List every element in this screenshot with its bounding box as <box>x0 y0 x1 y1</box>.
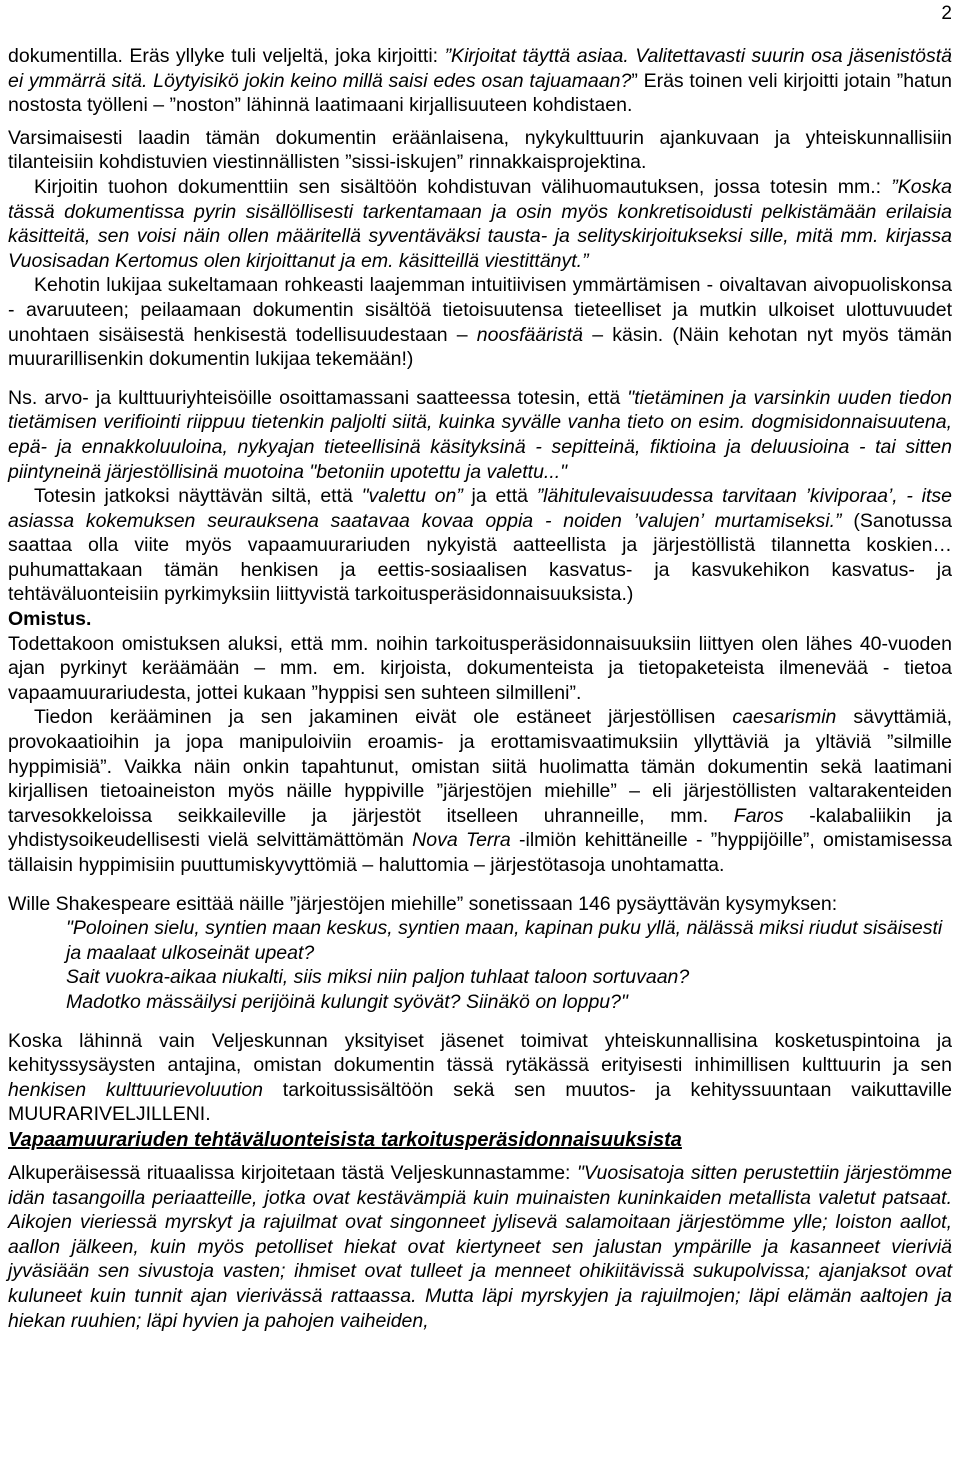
text-run: ” Eräs toinen veli kirjoitti jotain ”hatun nostosta työlleni – ”noston” lähinnä laatimaani kirjallisuuteen kohdistaen. <box>8 69 952 117</box>
italic-text: caesarismin <box>732 706 837 729</box>
text-run: -kalabaliikin ja yhdistysoikeudellisesti vielä selvittämättömän <box>8 804 952 852</box>
paragraph <box>8 484 952 607</box>
paragraph <box>8 273 952 371</box>
section-heading: Vapaamuurariuden tehtäväluonteisista tarkoitusperäsidonnaisuuksista <box>8 1128 682 1151</box>
italic-text: noosfääristä <box>476 323 584 346</box>
quote-line: "Poloinen sielu, syntien maan keskus, syntien maan, kapinan puku yllä, nälässä miksi riudut sisäisesti ja maalaat ulkoseinät upeat? <box>66 917 943 964</box>
sonnet-quote <box>66 916 952 1014</box>
text-run: Kirjoitin tuohon dokumenttiin sen sisältöön kohdistuvan välihuomautuksen, jossa totesin mm.: <box>34 175 892 198</box>
text-run: (Sanotussa saattaa olla viite myös vapaamuurariuden nykyistä aatteellista ja järjestöllistä tilannetta koskien… puhumattakaan tämän henkisen ja eettis-sosiaalisen kasvatus- ja kasvukehikon kasvatus- ja tehtäväluonteisiin pyrkimyksiin liittyvistä tarkoitusperäsidonnaisuuksista.) <box>8 509 952 606</box>
paragraph <box>8 705 952 877</box>
quote-line: Sait vuokra-aikaa niukalti, siis miksi niin paljon tuhlaat taloon sortuvaan? <box>66 966 690 989</box>
paragraph <box>8 126 952 175</box>
section-title-omistus: Omistus. <box>8 608 92 631</box>
page-number: 2 <box>941 3 952 24</box>
text-run: dokumentilla. Eräs yllyke tuli veljeltä, joka kirjoitti: <box>8 45 445 67</box>
paragraph <box>8 175 952 273</box>
italic-text: ”Kirjoitat täyttä asiaa. Valitettavasti suurin osa jäsenistöstä ei ymmärrä sitä. Löytyisikö jokin keino millä saisi edes osan tajuamaan? <box>8 45 953 92</box>
text-run: Kehotin lukijaa sukeltamaan rohkeasti laajemman intuitiivisen ymmärtämisen - oivaltavan aivopuoliskonsa - avaruuteen; peilaamaan dokumentin sisältöä tietoisuutensa tieteelliset ja mutkin ulkoiset ulottuvuudet unohtaen sisäisestä henkisestä todellisuudestaan – <box>8 274 952 346</box>
text-run: tarkoitussisältöön sekä sen muutos- ja kehityssuuntaan vaikuttaville MUURARIVELJILLENI. <box>8 1078 953 1126</box>
italic-text: Faros <box>733 804 784 827</box>
italic-text: ”lähitulevaisuudessa tarvitaan ’kiviporaa’, - itse asiassa kokemuksen seurauksena saatavaa kovaa oppia - noiden ’valujen’ murtamiseksi.” <box>8 485 952 532</box>
text-run: Koska lähinnä vain Veljeskunnan yksityiset jäsenet toimivat yhteiskunnallisina kosketuspintoina ja kehityssysäysten antajina, omistan dokumentin tässä rytäkässä erityisesti inhimillisen kulttuurin ja sen <box>8 1029 952 1077</box>
paragraph <box>8 1029 952 1127</box>
text-run: ja että <box>462 485 537 508</box>
text-run: Alkuperäisessä rituaalissa kirjoitetaan tästä Veljeskunnastamme: <box>8 1161 577 1184</box>
text-run: Totesin jatkoksi näyttävän siltä, että <box>34 485 362 508</box>
text-run: Todettakoon omistuksen aluksi, että mm. noihin tarkoitusperäsidonnaisuuksiin liittyen olen lähes 40-vuoden ajan pyrkinyt keräämään – mm. em. kirjoista, dokumenteista ja tietopaketeista ilmenevää - tietoa vapaamuurariudesta, jottei kukaan ”hyppisi sen suhteen silmilleni”. <box>8 632 952 704</box>
paragraph <box>8 386 952 484</box>
italic-text: ”Koska tässä dokumentissa pyrin sisällöllisesti tarkentamaan ja osin myös konkretisoidusti pelkistämään erilaisia käsitteitä, sen voisi näin ollen määritellä syventäväksi tausta- ja selityskirjoitukseksi sille, mitä mm. kirjassa Vuosisadan Kertomus olen kirjoittanut ja em. käsitteillä viestittänyt.” <box>8 175 952 272</box>
italic-text: "Vuosisatoja sitten perustettiin järjestömme idän tasangoilla periaatteille, jotka ovat kestävämpiä kuin muinaisten kuninkaiden metallista valetut patsaat. Aikojen vieriessä myrskyt ja rajuilmat ovat singonneet jylisevä salamoitaan järjestömme ylle; loiston aallot, aallon jälkeen, kuin myös petolliset hiekat ovat kiertyneet sen jalustan ympärille ja kasanneet vieriviä jyväsiään sen sivustoja vasten; ihmiset ovat tulleet ja menneet ohikiitävissä sukupolvissa; ajanjaksot ovat kuluneet kuin tunnit ajan vierivässä rattaassa. Mutta läpi myrskyjen ja rajuilmojen; läpi elämän aaltojen ja hiekan ruuhien; läpi hyvien ja pahojen vaiheiden, <box>8 1161 952 1332</box>
italic-text: "valettu on” <box>361 485 463 508</box>
text-run: sävyttämiä, provokaatioihin ja jopa manipuloiviin eroamis- ja erottamisvaatimuksiin yllyttäviä ja yltäviä ”silmille hyppimisiä”. Vaikka näin onkin tapahtunut, omistan siitä huolimatta tämän dokumentin sekä laatimani kirjallisen tietoaineiston myös näille hyppiville ”järjestöjen miehille” – eli järjestöllisten valtarakenteiden tarvesokkeloissa seikkaileville ja järjestöt itselleen uhranneille, mm. <box>8 706 952 827</box>
text-run: Varsimaisesti laadin tämän dokumentin eräänlaisena, nykykulttuurin ajankuvaan ja yhteiskunnallisiin tilanteisiin kohdistuvien viestinnällisten ”sissi-iskujen” rinnakkaisprojektina. <box>8 126 952 174</box>
text-run: Tiedon kerääminen ja sen jakaminen eivät ole estäneet järjestöllisen <box>34 706 733 729</box>
text-run: – käsin. (Näin kehotan nyt myös tämän muurarillisenkin dokumentin lukijaa tekemään!) <box>8 323 952 371</box>
document-body <box>8 44 952 1333</box>
quote-line: Madotko mässäilysi perijöinä kulungit syövät? Siinäkö on loppu?" <box>66 990 628 1013</box>
text-run: -ilmiön kehittäneille - ”hyppijöille”, omistamisessa tällaisin hyppimisiin puuttumiskyvyttömiä – haluttomia – järjestötasoja unohtamatta. <box>8 829 952 876</box>
text-run: Ns. arvo- ja kulttuuriyhteisöille osoittamassani saatteessa totesin, että <box>8 386 628 409</box>
italic-text: "tietäminen ja varsinkin uuden tiedon tietämisen verifiointi riippuu tietenkin paljolti siitä, kuinka syvälle vanha tieto on esim. dogmisidonnaisuutena, epä- ja ennakkoluuloina, nykyajan tieteellisinä käsityksinä - sepitteinä, fiktioina ja deluusioina - tai sitten piintyneinä järjestöllisinä muotoina "betoniin upotettu ja valettu..." <box>8 386 952 483</box>
italic-text: henkisen kulttuurievoluution <box>8 1078 264 1101</box>
paragraph <box>8 632 952 706</box>
paragraph <box>8 1161 952 1333</box>
text-run: Wille Shakespeare esittää näille ”järjestöjen miehille” sonetissaan 146 pysäyttävän kysymyksen: <box>8 892 838 915</box>
paragraph <box>8 44 952 118</box>
paragraph <box>8 892 952 917</box>
italic-text: Nova Terra <box>412 829 511 852</box>
